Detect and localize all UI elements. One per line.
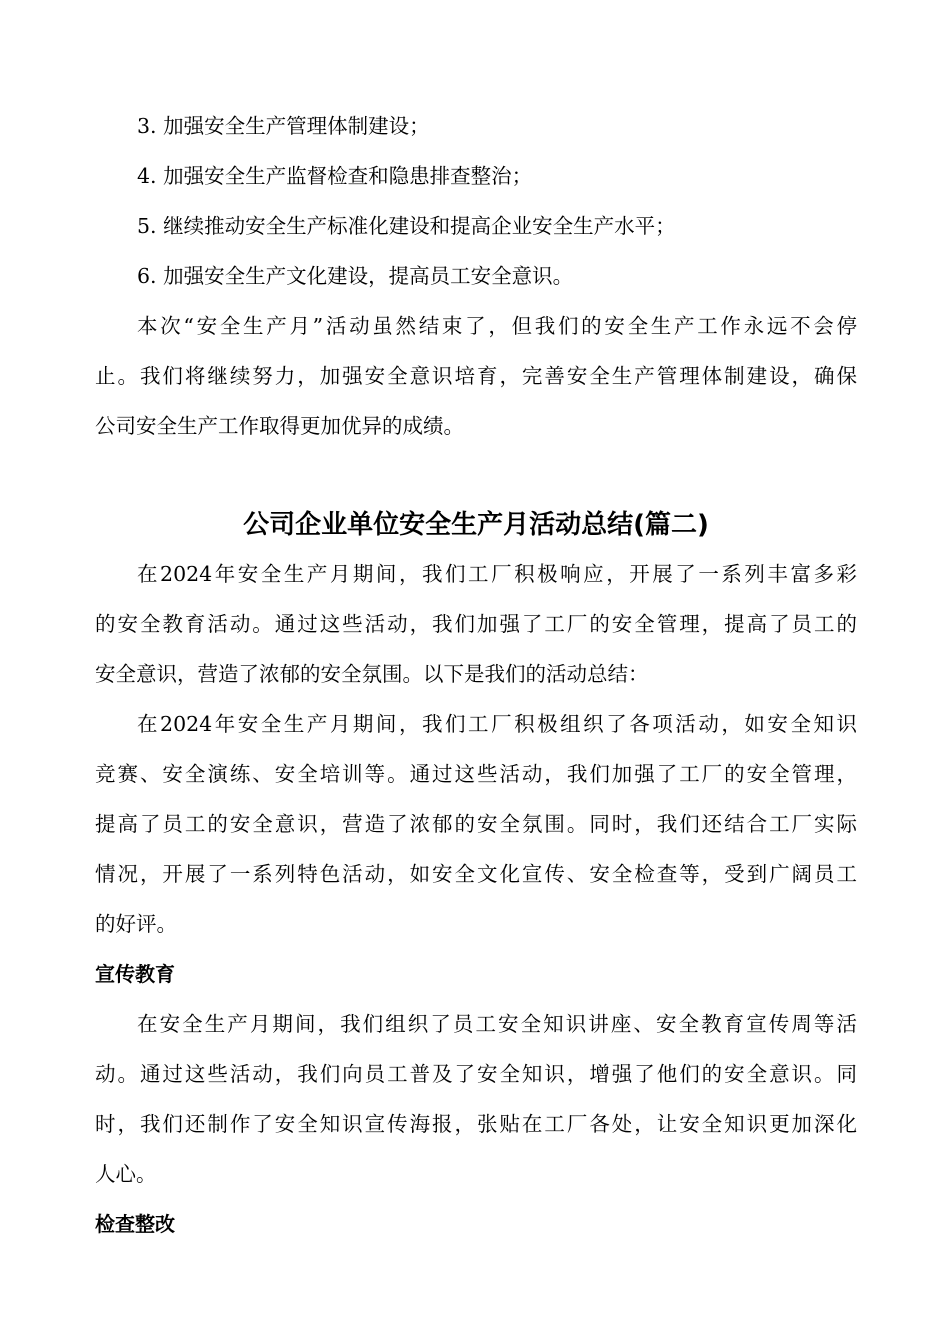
activities-paragraph-line-3: 提高了员工的安全意识，营造了浓郁的安全氛围。同时，我们还结合工厂实际 (95, 812, 857, 836)
list-item-4: 4. 加强安全生产监督检查和隐患排查整治； (137, 164, 533, 188)
list-item-6: 6. 加强安全生产文化建设，提高员工安全意识。 (137, 264, 574, 288)
list-item-5: 5. 继续推动安全生产标准化建设和提高企业安全生产水平； (137, 214, 676, 238)
closing-paragraph-line-1: 本次“安全生产月”活动虽然结束了，但我们的安全生产工作永远不会停 (137, 314, 857, 338)
activities-paragraph-line-2: 竞赛、安全演练、安全培训等。通过这些活动，我们加强了工厂的安全管理， (95, 762, 857, 786)
closing-paragraph-line-3: 公司安全生产工作取得更加优异的成绩。 (95, 414, 464, 438)
education-paragraph-line-1: 在安全生产月期间，我们组织了员工安全知识讲座、安全教育宣传周等活 (137, 1012, 857, 1036)
education-paragraph-line-4: 人心。 (95, 1162, 157, 1186)
activities-paragraph-line-5: 的好评。 (95, 912, 177, 936)
intro-paragraph-line-3: 安全意识，营造了浓郁的安全氛围。以下是我们的活动总结： (95, 662, 649, 686)
intro-paragraph-line-2: 的安全教育活动。通过这些活动，我们加强了工厂的安全管理，提高了员工的 (95, 612, 857, 636)
heading-education: 宣传教育 (95, 962, 175, 986)
activities-paragraph-line-1: 在2024年安全生产月期间，我们工厂积极组织了各项活动，如安全知识 (137, 712, 857, 736)
intro-paragraph-line-1: 在2024年安全生产月期间，我们工厂积极响应，开展了一系列丰富多彩 (137, 562, 857, 586)
activities-paragraph-line-4: 情况，开展了一系列特色活动，如安全文化宣传、安全检查等，受到广阔员工 (95, 862, 857, 886)
list-item-3: 3. 加强安全生产管理体制建设； (137, 114, 430, 138)
education-paragraph-line-2: 动。通过这些活动，我们向员工普及了安全知识，增强了他们的安全意识。同 (95, 1062, 857, 1086)
section-title: 公司企业单位安全生产月活动总结(篇二) (243, 510, 709, 540)
heading-inspection: 检查整改 (95, 1212, 175, 1236)
closing-paragraph-line-2: 止。我们将继续努力，加强安全意识培育，完善安全生产管理体制建设，确保 (95, 364, 857, 388)
education-paragraph-line-3: 时，我们还制作了安全知识宣传海报，张贴在工厂各处，让安全知识更加深化 (95, 1112, 857, 1136)
